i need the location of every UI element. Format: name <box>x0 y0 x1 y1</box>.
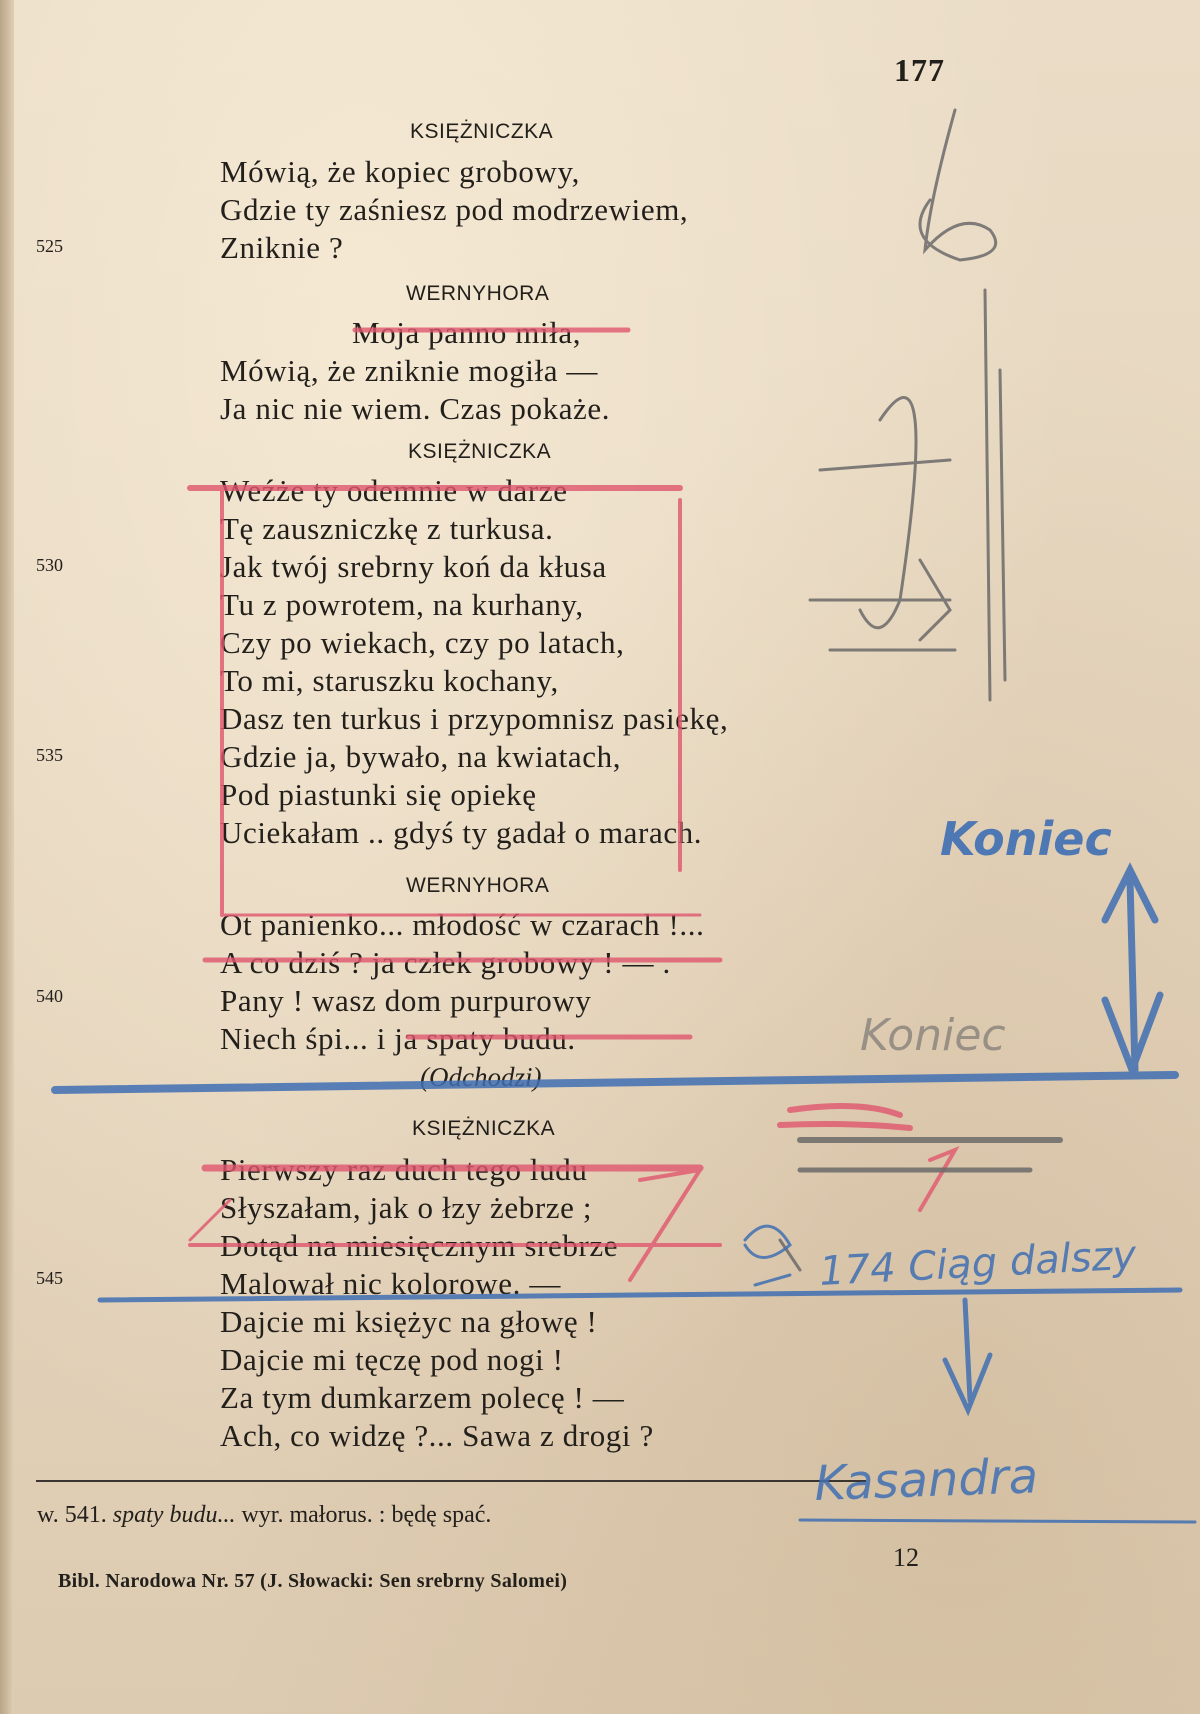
speaker-name: KSIĘŻNICZKA <box>412 1117 556 1140</box>
verse-line: Dajcie mi księżyc na głowę ! <box>220 1304 598 1339</box>
verse-line: Jak twój srebrny koń da kłusa <box>220 549 607 584</box>
verse-line: To mi, staruszku kochany, <box>220 663 559 698</box>
handwritten-note-kasandra: Kasandra <box>813 1448 1039 1512</box>
speaker-name: KSIĘŻNICZKA <box>408 440 552 463</box>
verse-line: Za tym dumkarzem polecę ! — <box>220 1380 625 1415</box>
verse-line: Mówią, że zniknie mogiła — <box>220 353 599 388</box>
verse-line: Słyszałam, jak o łzy żebrze ; <box>220 1190 593 1225</box>
grey-pencil-marks <box>780 110 1060 1270</box>
handwritten-note-koniec-faint: Koniec <box>860 1010 1006 1061</box>
verse-line: Gdzie ty zaśniesz pod modrzewiem, <box>220 192 689 227</box>
line-number: 535 <box>36 745 63 765</box>
verse-line: Tu z powrotem, na kurhany, <box>220 587 584 622</box>
source-line: Bibl. Narodowa Nr. 57 (J. Słowacki: Sen srebrny Salomei) <box>58 1570 568 1592</box>
line-number: 530 <box>36 555 63 575</box>
verse-line: Pany ! wasz dom purpurowy <box>220 983 592 1018</box>
verse-line: Dajcie mi tęczę pod nogi ! <box>220 1342 564 1377</box>
verse-line: Czy po wiekach, czy po latach, <box>220 625 625 660</box>
verse-line: Mówią, że kopiec grobowy, <box>220 154 580 189</box>
verse-line: A co dziś ? ja człek grobowy ! — . <box>220 945 671 980</box>
handwritten-note-ciag-dalszy: 174 Ciąg dalszy <box>818 1232 1138 1295</box>
verse-line: Uciekałam .. gdyś ty gadał o marach. <box>220 815 703 850</box>
footnote-ref: w. 541. <box>37 1502 107 1528</box>
verse-line: Ot panienko... młodość w czarach !... <box>220 907 705 942</box>
sheet-number: 12 <box>893 1543 919 1572</box>
verse-line: Tę zauszniczkę z turkusa. <box>220 511 554 546</box>
handwritten-note-koniec: Koniec <box>940 812 1112 866</box>
verse-line: Pierwszy raz duch tego ludu <box>220 1152 588 1187</box>
stage-direction: (Odchodzi) <box>420 1062 542 1092</box>
blue-pencil-marks <box>55 870 1195 1522</box>
speaker-name: WERNYHORA <box>406 874 550 897</box>
verse-line: Dotąd na miesięcznym srebrze <box>220 1228 619 1263</box>
verse-line: Weźże ty odemnie w darze <box>220 473 568 508</box>
page-number: 177 <box>894 52 945 88</box>
footnote-gloss: wyr. małorus. : będę spać. <box>241 1502 492 1528</box>
verse-line: Ach, co widzę ?... Sawa z drogi ? <box>220 1418 654 1453</box>
verse-line: Ja nic nie wiem. Czas pokaże. <box>220 391 611 426</box>
line-number: 545 <box>36 1268 63 1288</box>
verse-line: Malował nic kolorowe. — <box>220 1266 561 1301</box>
line-number: 540 <box>36 986 63 1006</box>
verse-line: Niech śpi... i ja spaty budu. <box>220 1021 576 1056</box>
footnote-term: spaty budu... <box>112 1502 236 1528</box>
verse-line: Zniknie ? <box>220 230 344 265</box>
speaker-name: KSIĘŻNICZKA <box>410 120 554 143</box>
line-number: 525 <box>36 236 63 256</box>
verse-line: Dasz ten turkus i przypomnisz pasiekę, <box>220 701 729 736</box>
speaker-name: WERNYHORA <box>406 282 550 305</box>
verse-line: Moja panno miła, <box>352 315 582 350</box>
verse-line: Pod piastunki się opiekę <box>220 777 537 812</box>
verse-line: Gdzie ja, bywało, na kwiatach, <box>220 739 622 774</box>
